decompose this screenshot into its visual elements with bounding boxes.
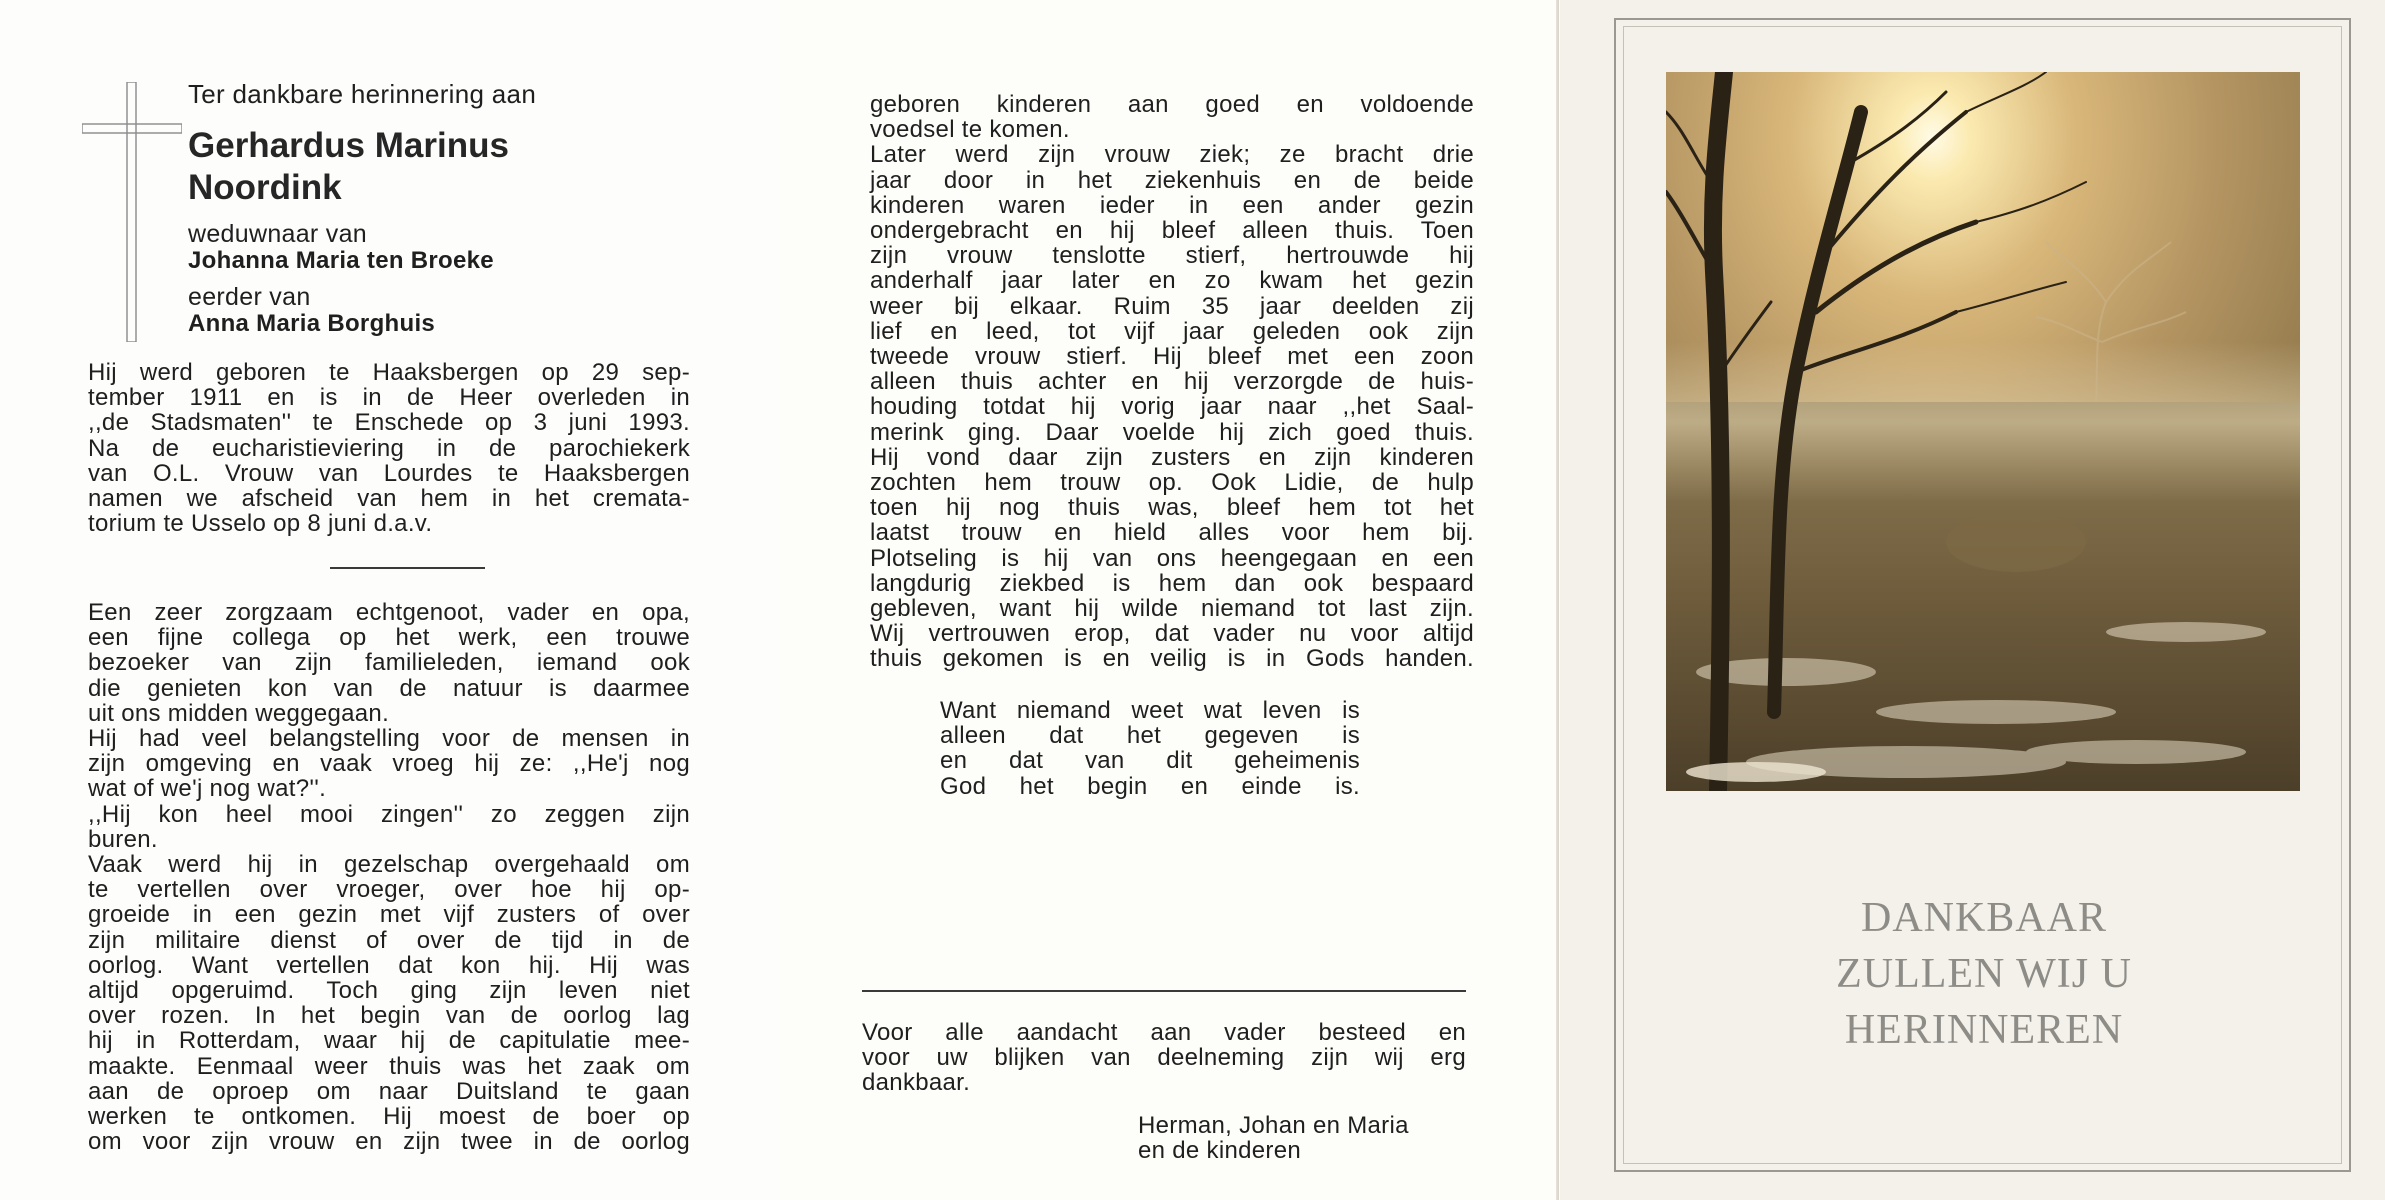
story-line: oorlog. Want vertellen dat kon hij. Hij was [88, 951, 690, 979]
story-line: tweede vrouw stierf. Hij bleef met een zoon [870, 343, 1474, 371]
earlier-label: eerder van [188, 283, 311, 311]
story-line: kinderen waren ieder in een ander gezin [870, 191, 1474, 219]
story-line: merink ging. Daar voelde hij zich goed thuis. [870, 418, 1474, 446]
story-line: aan de oproep om naar Duitsland te gaan [88, 1077, 690, 1105]
story-line: over rozen. In het begin van de oorlog lag [88, 1002, 690, 1030]
story-line: jaar door in het ziekenhuis en de beide [870, 166, 1474, 194]
motto-text [1754, 890, 2214, 1058]
widower-label: weduwnaar van [188, 220, 368, 248]
bio-line: tember 1911 en is in de Heer overleden in [88, 384, 690, 412]
story-line: Plotseling is hij van ons heengegaan en een [870, 544, 1474, 572]
story-line: die genieten kon van de natuur is daarmee [88, 674, 690, 702]
motto-line: ZULLEN WIJ U [1836, 951, 2132, 997]
story-line: altijd opgeruimd. Toch ging zijn leven niet [88, 977, 690, 1005]
story-line: uit ons midden weggegaan. [88, 699, 390, 727]
story-line: toen hij nog thuis was, bleef hem tot het [870, 494, 1474, 522]
thanks-line: voor uw blijken van deelneming zijn wij erg [862, 1044, 1466, 1072]
story-line: gebleven, want hij wilde niemand tot last zijn. [870, 595, 1474, 623]
bio-line: ,,de Stadsmaten'' te Enschede op 3 juni 1993. [88, 409, 690, 437]
story-line: zijn militaire dienst of over de tijd in de [88, 926, 690, 954]
bio-line: van O.L. Vrouw van Lourdes te Haaksbergen [88, 459, 690, 487]
dedication-heading: Ter dankbare herinnering aan [188, 79, 537, 109]
story-line: langdurig ziekbed is hem dan ook bespaard [870, 569, 1474, 597]
motto-line: DANKBAAR [1860, 895, 2107, 941]
story-line: Hij vond daar zijn zusters en zijn kinderen [870, 443, 1474, 471]
poem-line: en dat van dit geheimenis [940, 747, 1360, 775]
bio-line: Hij werd geboren te Haaksbergen op 29 sep- [88, 359, 690, 386]
story-line: zijn vrouw tenslotte stierf, hertrouwde hij [870, 242, 1474, 270]
story-line: geboren kinderen aan goed en voldoende [870, 91, 1474, 118]
poem-line: God het begin en einde is. [940, 772, 1360, 800]
life-story-continued [870, 92, 1474, 672]
story-line: buren. [88, 825, 158, 853]
story-line: te vertellen over vroeger, over hoe hij op- [88, 876, 690, 904]
card-fold [1556, 0, 1559, 1200]
story-line: Wij vertrouwen erop, dat vader nu voor altijd [870, 620, 1474, 648]
signature-children: en de kinderen [1138, 1137, 1301, 1164]
spouse-name-2: Anna Maria Borghuis [188, 310, 436, 337]
story-line: zochten hem trouw op. Ook Lidie, de hulp [870, 469, 1474, 497]
story-line: lief en leed, tot vijf jaar geleden ook zijn [870, 317, 1474, 345]
spouse-name-1: Johanna Maria ten Broeke [188, 247, 494, 274]
story-line: Een zeer zorgzaam echtgenoot, vader en opa, [88, 599, 690, 626]
story-line: bezoeker van zijn familieleden, iemand ook [88, 649, 690, 677]
story-line: thuis gekomen is en veilig is in Gods handen. [870, 645, 1474, 673]
motto-line: HERINNEREN [1844, 1007, 2124, 1053]
thanks-line: Voor alle aandacht aan vader besteed en [862, 1019, 1466, 1046]
story-line: anderhalf jaar later en zo kwam het gezin [870, 267, 1474, 295]
story-line: zijn omgeving en vaak vroeg hij ze: ,,He'j nog [88, 750, 690, 778]
story-line: weer bij elkaar. Ruim 35 jaar deelden zij [870, 292, 1474, 320]
story-line: Hij had veel belangstelling voor de mensen in [88, 725, 690, 753]
story-line: houding totdat hij vorig jaar naar ,,het Saal- [870, 393, 1474, 421]
deceased-name-first: Gerhardus Marinus [188, 126, 509, 165]
poem-line: alleen dat het gegeven is [940, 722, 1360, 750]
thanks-line: dankbaar. [862, 1069, 971, 1097]
bio-line: namen we afscheid van hem in het cremata- [88, 485, 690, 513]
left-panel [0, 0, 780, 1200]
divider-long [862, 990, 1466, 992]
poem-line: Want niemand weet wat leven is [940, 697, 1360, 724]
biography-paragraph [88, 360, 690, 536]
story-line: Later werd zijn vrouw ziek; ze bracht drie [870, 141, 1474, 169]
divider-short [330, 567, 485, 569]
bio-line: torium te Usselo op 8 juni d.a.v. [88, 510, 433, 538]
story-line: om voor zijn vrouw en zijn twee in de oorlog [88, 1128, 690, 1156]
story-line: groeide in een gezin met vijf zusters of over [88, 901, 690, 929]
story-line: ondergebracht en hij bleef alleen thuis. Toen [870, 217, 1474, 245]
thanks-paragraph [862, 1020, 1466, 1096]
story-line: hij in Rotterdam, waar hij de capitulatie mee- [88, 1027, 690, 1055]
story-line: werken te ontkomen. Hij moest de boer op [88, 1103, 690, 1131]
story-line: alleen thuis achter en hij verzorgde de huis- [870, 368, 1474, 396]
story-line: voedsel te komen. [870, 116, 1070, 144]
deceased-name-last: Noordink [188, 168, 342, 207]
cross-icon [82, 82, 182, 342]
story-line: wat of we'j nog wat?''. [88, 775, 327, 803]
story-line: maakte. Eenmaal weer thuis was het zaak om [88, 1052, 690, 1080]
signature-names: Herman, Johan en Maria [1138, 1112, 1409, 1139]
story-line: ,,Hij kon heel mooi zingen'' zo zeggen zijn [88, 800, 690, 828]
story-line: Vaak werd hij in gezelschap overgehaald om [88, 851, 690, 879]
poem [940, 698, 1360, 799]
story-line: laatst trouw en hield alles voor hem bij. [870, 519, 1474, 547]
bio-line: Na de eucharistieviering in de parochiekerk [88, 434, 690, 462]
middle-panel [780, 0, 1560, 1200]
life-story-paragraph [88, 600, 690, 1154]
misty-winter-trees-photo [1666, 72, 2300, 791]
story-line: een fijne collega op het werk, een trouwe [88, 624, 690, 652]
